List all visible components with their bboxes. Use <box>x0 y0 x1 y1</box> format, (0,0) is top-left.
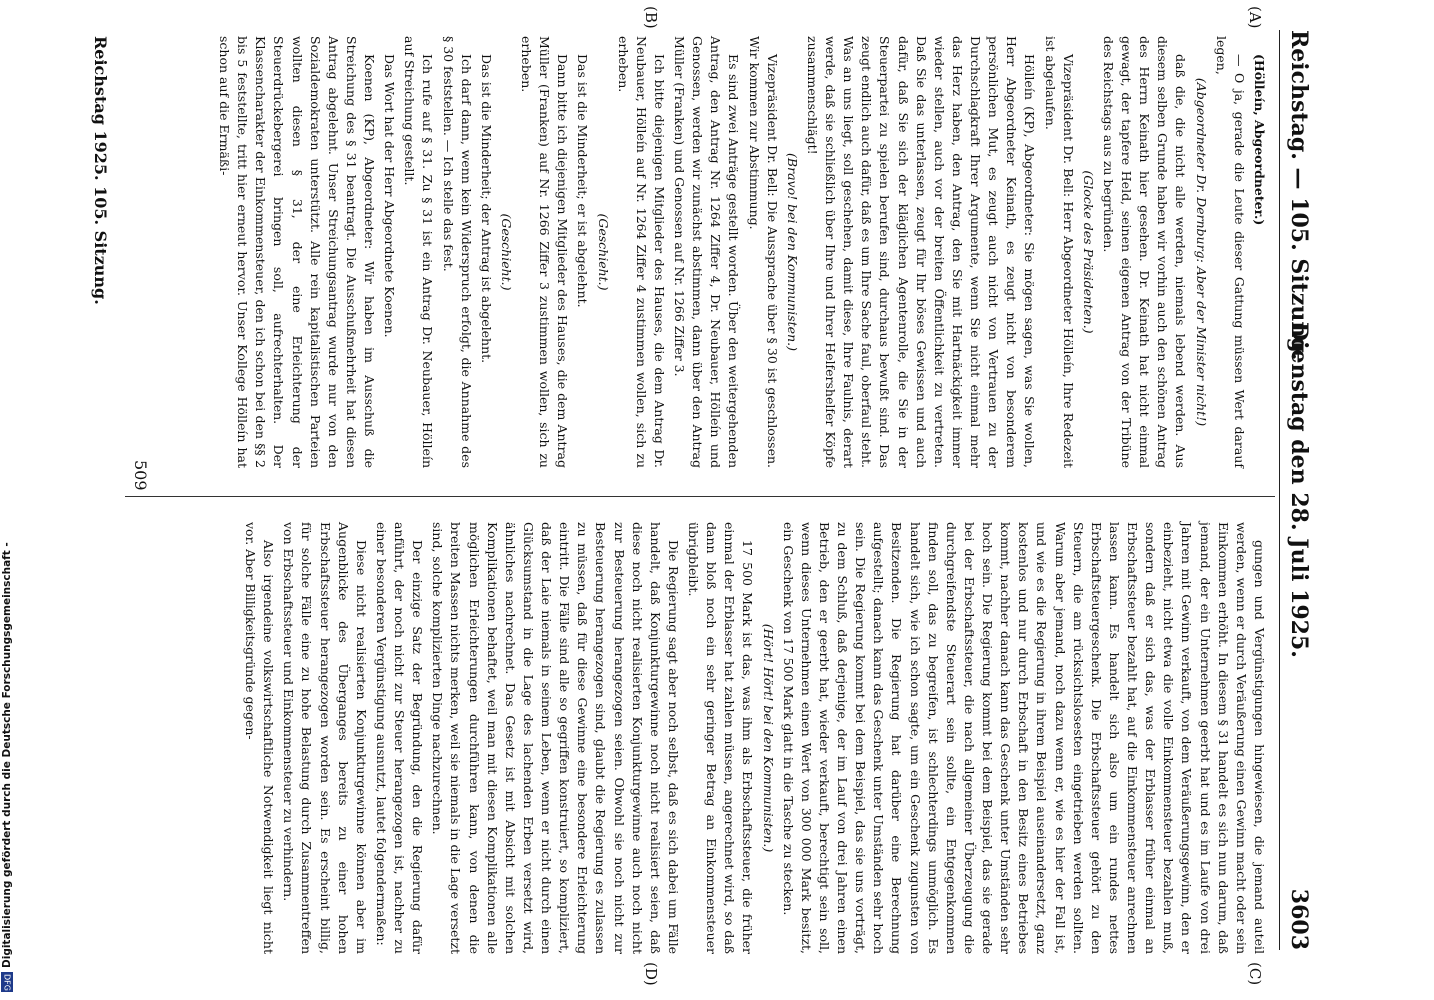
dfg-logo-icon: DFG <box>2 973 12 991</box>
scanned-page <box>40 0 1360 1000</box>
paragraph: Vizepräsident Dr. Bell: Herr Abgeordneter Hölleín, Ihre Redezeit ist abgelaufen. <box>1042 36 1076 468</box>
paragraph: Koenen (KP), Abgeordneter: Wir haben im Ausschuß die Streichung des § 31 beantragt. Die Ausschußmehrheit hat diesen Antrag abgelehnt. Unser Streichungsantrag wurde nur von den Sozialdemokraten unterstützt. Alle rein kapitalistischen Parteien wollten diesen § 31, der eine Erleichterung der Steuerdrückebergerei bringen soll, aufrechterhalten. Der Klassencharakter der Einkommensteuer, den ich schon bei den §§ 2 bis 5 feststellte, tritt hier erneut hervor. Unser Kollege Hölleín hat schon auf die Ermäßi- <box>217 36 378 468</box>
header-page-number: 3603 <box>1286 888 1312 950</box>
left-column <box>213 36 1268 468</box>
digitization-credit-strip <box>0 0 14 1000</box>
header-date: Dienstag den 28. Juli 1925. <box>1286 322 1312 658</box>
paragraph: (Geschieht.) <box>595 213 611 291</box>
paragraph: Vizepräsident Dr. Bell: Die Aussprache über § 30 ist geschlossen. Wir kommen zur Abstimmung. <box>746 36 780 468</box>
paragraph: Es sind zwei Anträge gestellt worden. Über den weitergehenden Antrag, den Antrag Nr. 1264 Ziffer 4, Dr. Neubauer, Hölleín und Genossen, werden wir zunächst abstimmen, dann über den Antrag Müller (Franken) und Genossen auf Nr. 1266 Ziffer 3. <box>672 36 742 468</box>
paragraph: Ich bitte diejenigen Mitglieder des Hauses, die dem Antrag Dr. Neubauer, Hölleín auf Nr. 1264 Ziffer 4 zustimmen wollen, sich zu erheben. <box>615 36 667 468</box>
paragraph: Das ist die Minderheit; er ist abgelehnt. <box>575 54 591 308</box>
paragraph: Ich rufe auf § 31. Zu § 31 ist ein Antrag Dr. Neubauer, Hölleín auf Streichung gestellt. <box>402 36 436 468</box>
paragraph: Die Regierung sagt aber noch selbst, daß es sich dabei um Fälle handelt, daß Konjunkturgewinne noch nicht realisiert seien, daß diese noch nicht realisierten Konjunkturgewinne auch noch nicht zur Besteuerung herangezogen seien. Obwohl sie noch nicht zur Besteuerung herangezogen sind, glaubt die Regierung es zulassen zu müssen, daß für diese Gewinne eine besondere Erleichterung eintritt. Die Fälle sind alle so gegriffen konstruiert, so kompliziert, daß der Laie niemals in seinem Leben, wenn er nicht durch einen Glücksumstand in die Lage des lachenden Erben versetzt wird, ähnliches nachrechnet. Das Gesetz ist mit Absicht mit solchen Komplikationen behaftet, weil man mit diesen Komplikationen alle möglichen Erleichterungen durchführen kann, von denen die breiten Massen nichts merken, weil sie niemals in die Lage versetzt sind, solche komplizierten Dinge nachzurechnen. <box>430 522 681 954</box>
margin-marker-d: (D) <box>642 962 660 986</box>
paragraph: Das ist die Minderheit; der Antrag ist abgelehnt. <box>478 54 494 364</box>
right-column <box>239 522 1268 954</box>
paragraph: Also irgendeine volkswirtschaftliche Notwendigkeit liegt nicht vor. Aber Billigkeitsgründe gegen- <box>243 522 277 954</box>
paragraph: Dann bitte ich diejenigen Mitglieder des Hauses, die dem Antrag Müller (Franken) auf Nr. 1266 Ziffer 3 zustimmen wollen, sich zu erheben. <box>519 36 571 468</box>
paragraph: (Hölleín, Abgeordneter.) <box>1252 54 1267 226</box>
column-divider <box>125 496 1275 497</box>
paragraph: (Hört! Hört! bei den Kommunisten.) <box>760 623 776 853</box>
margin-marker-c: (C) <box>1246 962 1264 986</box>
paragraph: Der einzige Satz der Begründung, den die Regierung dafür anführt, der noch nicht zur Steuer herangezogen ist, nachher zu einer besonderen Vergünstigung ausnutzt, lautet folgendermaßen: <box>374 522 426 954</box>
paragraph: Das Wort hat der Herr Abgeordnete Koenen. <box>382 54 398 338</box>
digitization-credit-text: Digitalisierung gefördert durch die Deutsche Forschungsgemeinschaft - <box>1 542 13 968</box>
paragraph: Ich darf dann, wenn kein Widerspruch erfolgt, die Annahme des § 30 feststellen. — Ich stelle das fest. <box>440 36 474 468</box>
paragraph: Diese nicht realisierten Konjunkturgewinne können aber im Augenblicke des Überganges bereits zu einer hohen Erbschaftssteuer herangezogen worden sein. Es erscheint billig, für solche Fälle eine zu hohe Belastung durch Zusammentreffen von Erbschaftssteuer und Einkommensteuer zu verhindern. <box>281 522 369 954</box>
margin-marker-a: (A) <box>1246 6 1264 29</box>
margin-marker-b: (B) <box>642 6 660 29</box>
bottom-page-number: 509 <box>131 460 150 491</box>
paragraph: (Abgeordneter Dr. Dernburg: Aber der Minister nicht!) <box>1193 77 1209 427</box>
paragraph: daß die, die nicht alle werden, niemals lebend werden. Aus diesem selben Grunde haben wir vorhin auch den schönen Antrag des Herrn Keinath hier gesehen. Dr. Keinath hat nicht einmal gewagt, der tapfere Held, seinen eigenen Antrag von der Tribüne des Reichstags aus zu begründen. <box>1101 36 1189 468</box>
paragraph: (Geschieht.) <box>499 213 514 291</box>
paragraph: Hölleín (KP), Abgeordneter: Sie mögen sagen, was Sie wollen, Herr Abgeordneter Keinath, es zeugt nicht von besonderem persönlichen Mut, es zeugt auch nicht von Vertrauen zu der Durchschlagkraft Ihrer Argumente, wenn Sie nicht einmal mehr das Herz haben, den Antrag, den Sie mit Hartnäckigkeit immer wieder stellen, auch vor der breiten Öffentlichkeit zu vertreten. Daß Sie das unterlassen, zeugt für Ihr böses Gewissen und auch dafür, daß Sie sich der kläglichen Agentenrolle, die Sie in der Steuerpartei zu spielen berufen sind, durchaus bewußt sind. Das zeugt endlich auch dafür, daß es um Ihre Sache faul, oberfaul steht. Was an uns liegt, soll geschehen, damit diese, Ihre Faulnis, derart werde, daß sie schließlich über Ihre und Ihrer Helfershelfer Köpfe zusammenschlägt! <box>805 36 1038 468</box>
paragraph: — O ja, gerade die Leute dieser Gattung müssen Wert darauf legen, <box>1213 36 1247 468</box>
paragraph: gungen und Vergünstigungen hingewiesen, die jemand auteil werden, wenn er durch Veräußerung einen Gewinn macht oder sein Einkommen erhöht. In diesem § 31 handelt es sich nun darum, daß jemand, der ein Unternehmen geerbt hat und es im Laufe von drei Jahren mit Gewinn verkauft, von dem Veräußerungsgewinn, den er einbezieht, nicht etwa die volle Einkommensteuer bezahlen muß, sondern daß er sich das, was der Erblasser früher einmal an Erbschaftssteuer bezahlt hat, auf die Einkommensteuer anrechnen lassen kann. Es handelt sich also um ein rundes nettes Erbschaftsteuergeschenk. Die Erbschaftssteuer gehört zu den Steuern, die am rücksichtslosesten eingetrieben werden sollten. Warum aber jemand, noch dazu wenn er, wie es hier der Fall ist, und wie es die Regierung in ihrem Beispiel auseinandersetzt, ganz kostenlos und nur durch Erbschaft in den Besitz eines Betriebes kommt, nachher danach kann das Geschenk unter Umständen sehr hoch sein. Die Regierung kommt bei dem Beispiel, das sie gerade bei der Erbschaftssteuer, die nach allgemeiner Überzeugung die durchgreifendste Steuerart sein sollte, ein Entgegenkommen finden soll, das zu begreifen, ist schlechterdings unmöglich. Es handelt sich, wie ich schon sagte, um ein Geschenk zugunsten von Besitzenden. Die Regierung hat darüber eine Berechnung aufgestellt; danach kann das Geschenk unter Umständen sehr hoch sein. Die Regierung kommt bei dem Beispiel, das sie uns vorträgt, zu dem Schluß, daß derjenige, der im Lauf von drei Jahren einen Betrieb, den er geerbt hat, wieder verkauft, berechtigt sein soll, wenn dieses Unternehmen einen Wert von 300 000 Mark besitzt, ein Geschenk von 17 500 Mark glatt in die Tasche zu stecken. <box>780 522 1267 954</box>
paragraph: 17 500 Mark ist das, was ihm als Erbschaftssteuer, die früher einmal der Erblasser hat zahlen müssen, angerechnet wird, so daß dann bloß noch ein sehr geringer Betrag an Einkommensteuer übrigbleibt. <box>686 522 756 954</box>
paragraph: (Bravo! bei den Kommunisten.) <box>784 153 800 351</box>
page-header <box>1279 30 1320 950</box>
page-footer: Reichstag 1925. 105. Sitzung. <box>91 36 110 305</box>
header-left: Reichstag. — 105. Sitzung. <box>1286 30 1312 361</box>
paragraph: (Glocke des Präsidenten.) <box>1080 170 1096 334</box>
